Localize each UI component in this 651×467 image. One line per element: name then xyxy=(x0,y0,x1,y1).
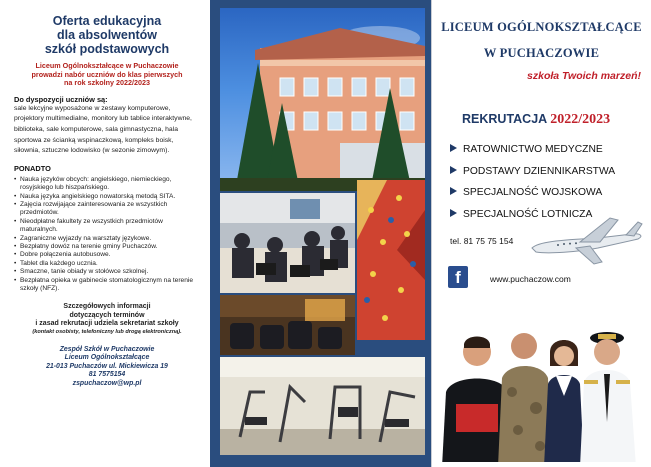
extras-heading: PONADTO xyxy=(14,163,51,173)
list-item: • Zajęcia rozwijające zainteresowania ze wszystkich przedmiotów. xyxy=(14,201,200,218)
school-name-line1: LICEUM OGÓLNOKSZTAŁCĄCE xyxy=(441,20,642,34)
classroom-photo xyxy=(220,193,355,293)
students-uniforms-photo xyxy=(432,312,651,467)
gym-photo xyxy=(220,357,425,455)
recruitment-notice: Liceum Ogólnokształcące w Puchaczowie prowadzi nabór uczniów do klas pierwszych na rok szkolny 2022/2023 xyxy=(31,61,183,88)
photo-collage xyxy=(210,0,431,467)
info-contact-note: (kontakt osobisty, telefoniczny lub drogą elektroniczną). xyxy=(32,328,182,335)
school-name-line2: W PUCHACZOWIE xyxy=(483,46,600,60)
facilities-heading: Do dyspozycji uczniów są: xyxy=(14,94,108,104)
phone-number: tel. 81 75 75 154 xyxy=(450,236,514,246)
list-item: • Tablet dla każdego ucznia. xyxy=(14,260,200,268)
program-item: RATOWNICTWO MEDYCZNE xyxy=(450,139,615,161)
facilities-text: sale lekcyjne wyposażone w zestawy komputerowe, projektory multimedialne, monitory lub tablice interaktywne, biblioteka, sale komputerowe, sala gimnastyczna, hala sportowa ze ścianką wspinaczkową, kompleks boisk, siłownia, sztuczne lodowisko (w sezonie zimowym). xyxy=(14,104,192,155)
program-item: SPECJALNOŚĆ LOTNICZA xyxy=(450,204,615,226)
extras-list xyxy=(14,176,200,294)
list-item: • Smaczne, tanie obiady w stołówce szkolnej. xyxy=(14,268,200,276)
info-contact: Szczegółowych informacji dotyczących terminów i zasad rekrutacji udziela sekretariat szkoły xyxy=(35,303,179,328)
offer-title: Oferta edukacyjna dla absolwentów szkół podstawowych xyxy=(44,14,170,56)
slogan: szkoła Twoich marzeń! xyxy=(527,70,641,82)
program-list xyxy=(450,139,615,226)
climbing-wall-photo xyxy=(357,180,425,340)
facebook-icon[interactable]: f xyxy=(448,266,468,288)
left-panel xyxy=(0,0,210,467)
right-panel xyxy=(431,0,651,467)
arrow-right-icon xyxy=(450,166,457,174)
list-item: • Bezpłatny dowóz na terenie gminy Puchaczów. xyxy=(14,243,200,251)
airplane-icon xyxy=(528,214,646,266)
list-item: • Zagraniczne wyjazdy na warsztaty językowe. xyxy=(14,235,200,243)
list-item: • Nauka języków obcych: angielskiego, niemieckiego, rosyjskiego lub hiszpańskiego. xyxy=(14,176,200,193)
list-item: • Dobre połączenia autobusowe. xyxy=(14,251,200,259)
list-item: • Bezpłatna opieka w gabinecie stomatologicznym na terenie szkoły (NFZ). xyxy=(14,277,200,294)
program-item: SPECJALNOŚĆ WOJSKOWA xyxy=(450,182,615,204)
dormitory-photo xyxy=(220,295,355,355)
list-item: • Nieodpłatne fakultety ze wszystkich przedmiotów maturalnych. xyxy=(14,218,200,235)
school-address: Zespół Szkół w Puchaczowie Liceum Ogólnokształcące 21-013 Puchaczów ul. Mickiewicza 19 81 7575154 zspuchaczow@wp.pl xyxy=(46,345,168,388)
recruitment-heading: REKRUTACJA 2022/2023 xyxy=(462,112,611,127)
arrow-right-icon xyxy=(450,144,457,152)
school-building-photo xyxy=(220,8,425,191)
arrow-right-icon xyxy=(450,187,457,195)
arrow-right-icon xyxy=(450,209,457,217)
website-link[interactable]: www.puchaczow.com xyxy=(490,274,571,284)
program-item: PODSTAWY DZIENNIKARSTWA xyxy=(450,161,615,183)
list-item: • Nauka języka angielskiego nowatorską metodą SITA. xyxy=(14,193,200,201)
